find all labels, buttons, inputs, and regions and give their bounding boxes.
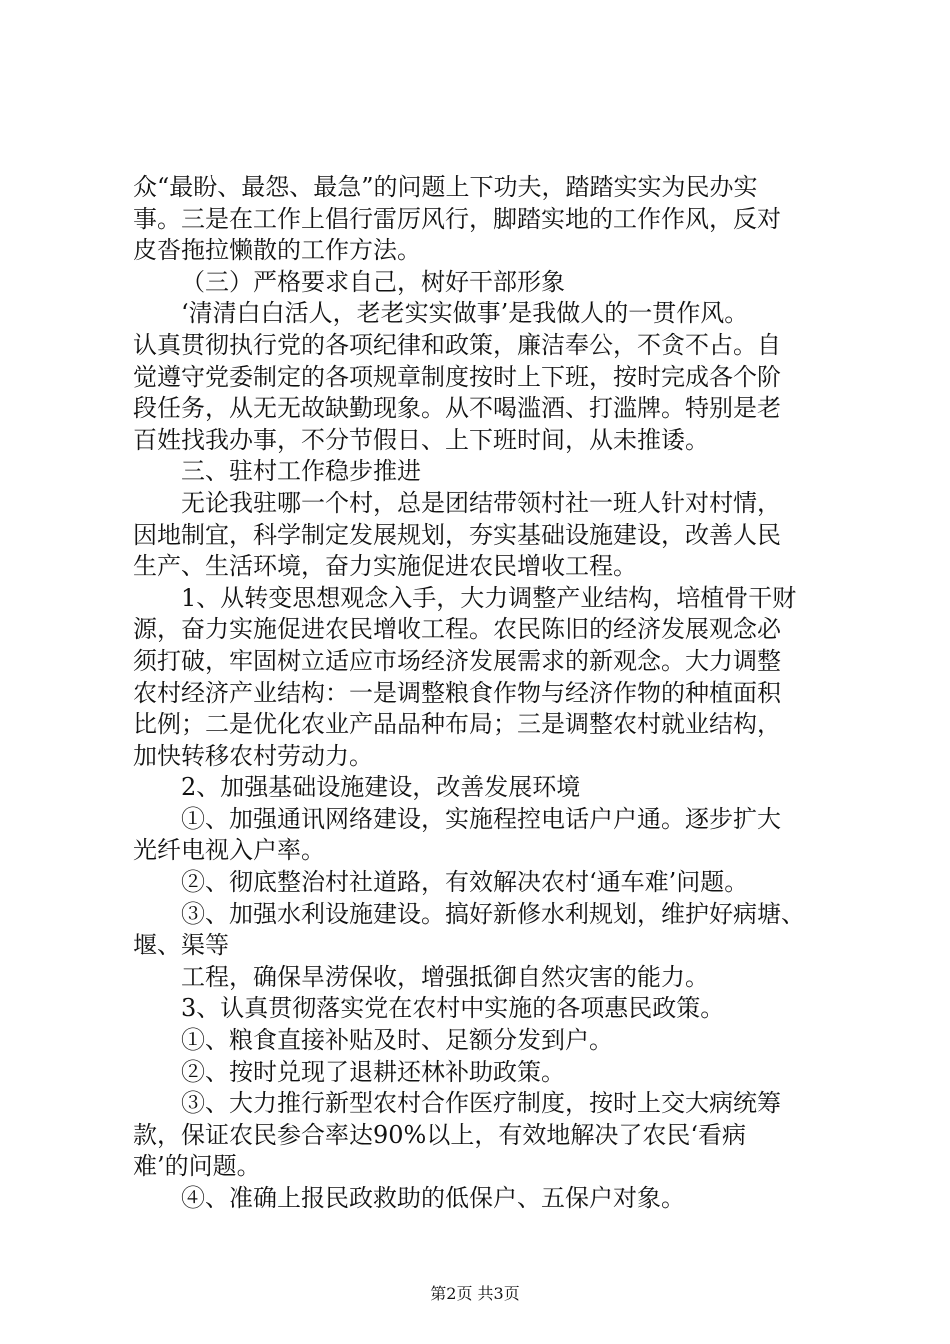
text-line: 农村经济产业结构：一是调整粮食作物与经济作物的种植面积 bbox=[133, 678, 781, 707]
text-line: ②、彻底整治村社道路，有效解决农村‘通车难’问题。 bbox=[181, 868, 749, 897]
text-line: 加快转移农村劳动力。 bbox=[133, 741, 373, 770]
text-line: 因地制宜，科学制定发展规划，夯实基础设施建设，改善人民 bbox=[133, 520, 781, 549]
text-line: 百姓找我办事，不分节假日、上下班时间，从未推诿。 bbox=[133, 425, 709, 454]
text-line: ②、按时兑现了退耕还林补助政策。 bbox=[181, 1057, 565, 1086]
text-line: ‘清清白白活人，老老实实做事’是我做人的一贯作风。 bbox=[181, 299, 749, 328]
text-line: ①、粮食直接补贴及时、足额分发到户。 bbox=[181, 1026, 613, 1055]
document-body bbox=[133, 172, 833, 1215]
text-line: ④、准确上报民政救助的低保户、五保户对象。 bbox=[181, 1184, 685, 1212]
text-line: 源，奋力实施促进农民增收工程。农民陈旧的经济发展观念必 bbox=[133, 615, 781, 644]
page-footer: 第2页 共3页 bbox=[430, 1284, 520, 1303]
text-line: 觉遵守党委制定的各项规章制度按时上下班，按时完成各个阶 bbox=[133, 362, 781, 391]
text-line: 众“最盼、最怨、最急”的问题上下功夫，踏踏实实为民办实 bbox=[133, 173, 758, 201]
text-line: 难’的问题。 bbox=[133, 1152, 261, 1181]
text-line: ③、大力推行新型农村合作医疗制度，按时上交大病统筹 bbox=[181, 1089, 781, 1118]
text-line: 事。三是在工作上倡行雷厉风行，脚踏实地的工作作风，反对 bbox=[133, 204, 781, 233]
text-line: 生产、生活环境，奋力实施促进农民增收工程。 bbox=[133, 552, 637, 581]
text-line: 三、驻村工作稳步推进 bbox=[181, 457, 421, 486]
text-line: 1、从转变思想观念入手，大力调整产业结构，培植骨干财 bbox=[181, 583, 797, 612]
text-line: 皮沓拖拉懒散的工作方法。 bbox=[133, 236, 421, 265]
text-line: 光纤电视入户率。 bbox=[133, 836, 325, 865]
text-line: 段任务，从无无故缺勤现象。从不喝滥酒、打滥牌。特别是老 bbox=[133, 394, 781, 423]
text-line: 2、加强基础设施建设，改善发展环境 bbox=[181, 773, 581, 802]
text-line: 堰、渠等 bbox=[133, 931, 229, 960]
text-line: 款，保证农民参合率达90%以上，有效地解决了农民‘看病 bbox=[133, 1120, 746, 1149]
text-line: ①、加强通讯网络建设，实施程控电话户户通。逐步扩大 bbox=[181, 804, 781, 833]
text-line: 认真贯彻执行党的各项纪律和政策，廉洁奉公，不贪不占。自 bbox=[133, 330, 781, 359]
text-line: 工程，确保旱涝保收，增强抵御自然灾害的能力。 bbox=[181, 962, 709, 991]
text-line: （三）严格要求自己，树好干部形象 bbox=[181, 267, 565, 296]
text-line: 比例；二是优化农业产品品种布局；三是调整农村就业结构， bbox=[133, 710, 781, 739]
text-line: ③、加强水利设施建设。搞好新修水利规划，维护好病塘、 bbox=[181, 899, 805, 928]
text-line: 无论我驻哪一个村，总是团结带领村社一班人针对村情， bbox=[181, 488, 781, 517]
text-line: 须打破，牢固树立适应市场经济发展需求的新观念。大力调整 bbox=[133, 646, 781, 675]
text-line: 3、认真贯彻落实党在农村中实施的各项惠民政策。 bbox=[181, 994, 725, 1023]
